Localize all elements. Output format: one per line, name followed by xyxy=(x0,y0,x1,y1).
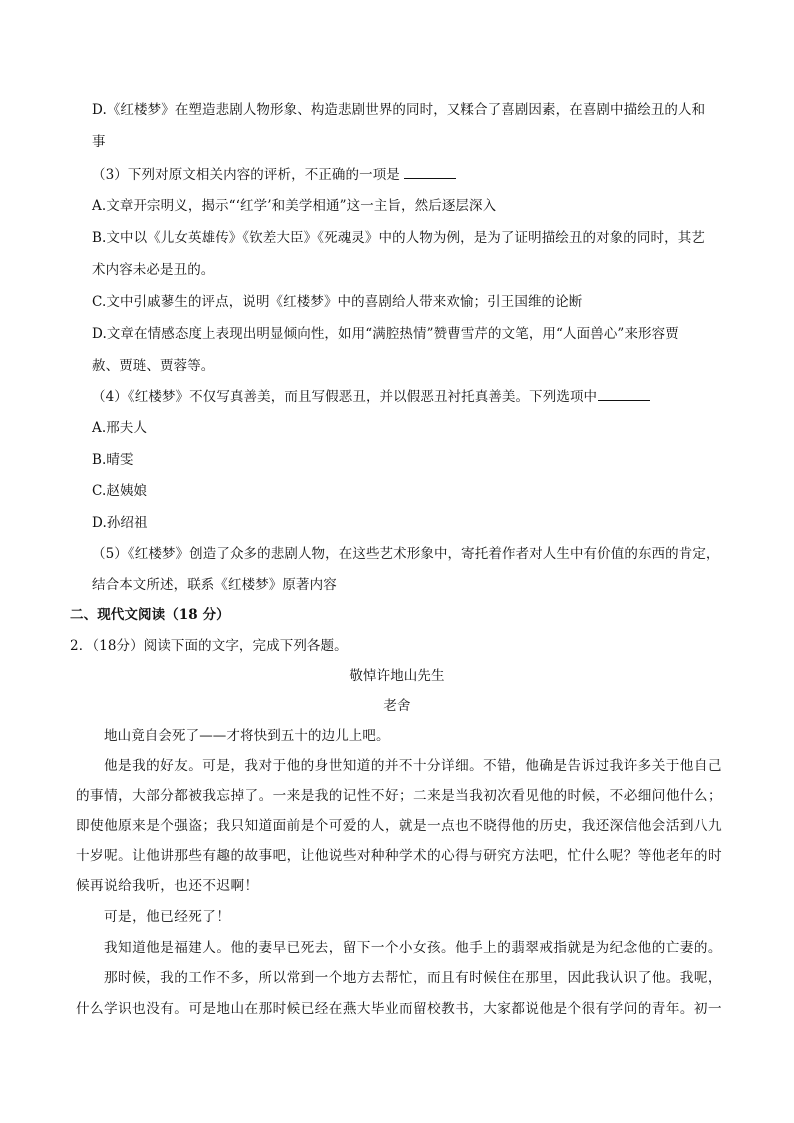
q4-option-b: B.晴雯 xyxy=(92,452,134,468)
essay-paragraph-2-line2: 的事情，大部分都被我忘掉了。一来是我的记性不好；二来是当我初次看见他的时候，不必细问他什么； xyxy=(76,788,723,804)
essay-title: 敬悼许地山先生 xyxy=(349,668,445,684)
q3-option-a: A.文章开宗明义，揭示“‘红学’和美学相通”这一主旨，然后逐层深入 xyxy=(92,198,497,214)
q3-option-b-line2: 术内容未必是丑的。 xyxy=(92,262,215,278)
essay-paragraph-2-line1: 他是我的好友。可是，我对于他的身世知道的并不十分详细。不错，他确是告诉过我许多关于他自己 xyxy=(104,758,722,774)
q4-option-c: C.赵姨娘 xyxy=(92,483,148,499)
essay-paragraph-4: 我知道他是福建人。他的妻早已死去，留下一个小女孩。他手上的翡翠戒指就是为纪念他的亡妻的。 xyxy=(104,940,722,956)
q3-option-c: C.文中引戚蓼生的评点，说明《红楼梦》中的喜剧给人带来欢愉；引王国维的论断 xyxy=(92,294,583,310)
q3-stem-text: （3）下列对原文相关内容的评析，不正确的一项是 xyxy=(92,167,400,183)
essay-paragraph-1: 地山竟自会死了——才将快到五十的边儿上吧。 xyxy=(104,728,390,744)
essay-paragraph-5-line1: 那时候，我的工作不多，所以常到一个地方去帮忙，而且有时候住在那里，因此我认识了他。我呢， xyxy=(104,970,722,986)
essay-paragraph-5-line2: 什么学识也没有。可是地山在那时候已经在燕大毕业而留校教书，大家都说他是个很有学问的青年。初一 xyxy=(76,1001,723,1017)
essay-paragraph-2-line4: 十岁呢。让他讲那些有趣的故事吧，让他说些对种种学术的心得与研究方法吧，忙什么呢？等他老年的时 xyxy=(76,848,723,864)
q4-option-d: D.孙绍祖 xyxy=(92,515,148,531)
q3-option-d-line2: 赦、贾琏、贾蓉等。 xyxy=(92,358,215,374)
essay-paragraph-2-line3: 即使他原来是个强盗；我只知道面前是个可爱的人，就是一点也不晓得他的历史，我还深信他会活到八九 xyxy=(76,818,723,834)
essay-paragraph-3: 可是，他已经死了！ xyxy=(104,909,231,925)
q3-option-d-line1: D.文章在情感态度上表现出明显倾向性，如用“满腔热情”赞曹雪芹的文笔，用“人面兽心”来形容贾 xyxy=(92,326,679,342)
q1-option-d-line2: 事 xyxy=(92,134,106,150)
q1-option-d-line1: D.《红楼梦》在塑造悲剧人物形象、构造悲剧世界的同时，又糅合了喜剧因素，在喜剧中描绘丑的人和 xyxy=(92,102,706,118)
q3-stem xyxy=(92,164,722,185)
q4-stem xyxy=(92,386,722,407)
essay-paragraph-2-line5: 候再说给我听，也还不迟啊！ xyxy=(76,878,259,894)
q4-answer-blank xyxy=(598,386,650,401)
q4-stem-text: （4）《红楼梦》不仅写真善美，而且写假恶丑，并以假恶丑衬托真善美。下列选项中 xyxy=(92,389,598,405)
q5-line2: 结合本文所述，联系《红楼梦》原著内容 xyxy=(92,577,337,593)
q5-line1: （5）《红楼梦》创造了众多的悲剧人物，在这些艺术形象中，寄托着作者对人生中有价值的东西的肯定， xyxy=(92,546,720,562)
q3-option-b-line1: B.文中以《儿女英雄传》《钦差大臣》《死魂灵》中的人物为例，是为了证明描绘丑的对象的同时，其艺 xyxy=(92,230,705,246)
section-heading: 二、现代文阅读（18 分） xyxy=(70,607,230,623)
q3-answer-blank xyxy=(404,164,456,179)
question-2-stem: 2．（18分）阅读下面的文字，完成下列各题。 xyxy=(70,638,348,654)
q4-option-a: A.邢夫人 xyxy=(92,420,148,436)
essay-author: 老舍 xyxy=(383,698,411,714)
